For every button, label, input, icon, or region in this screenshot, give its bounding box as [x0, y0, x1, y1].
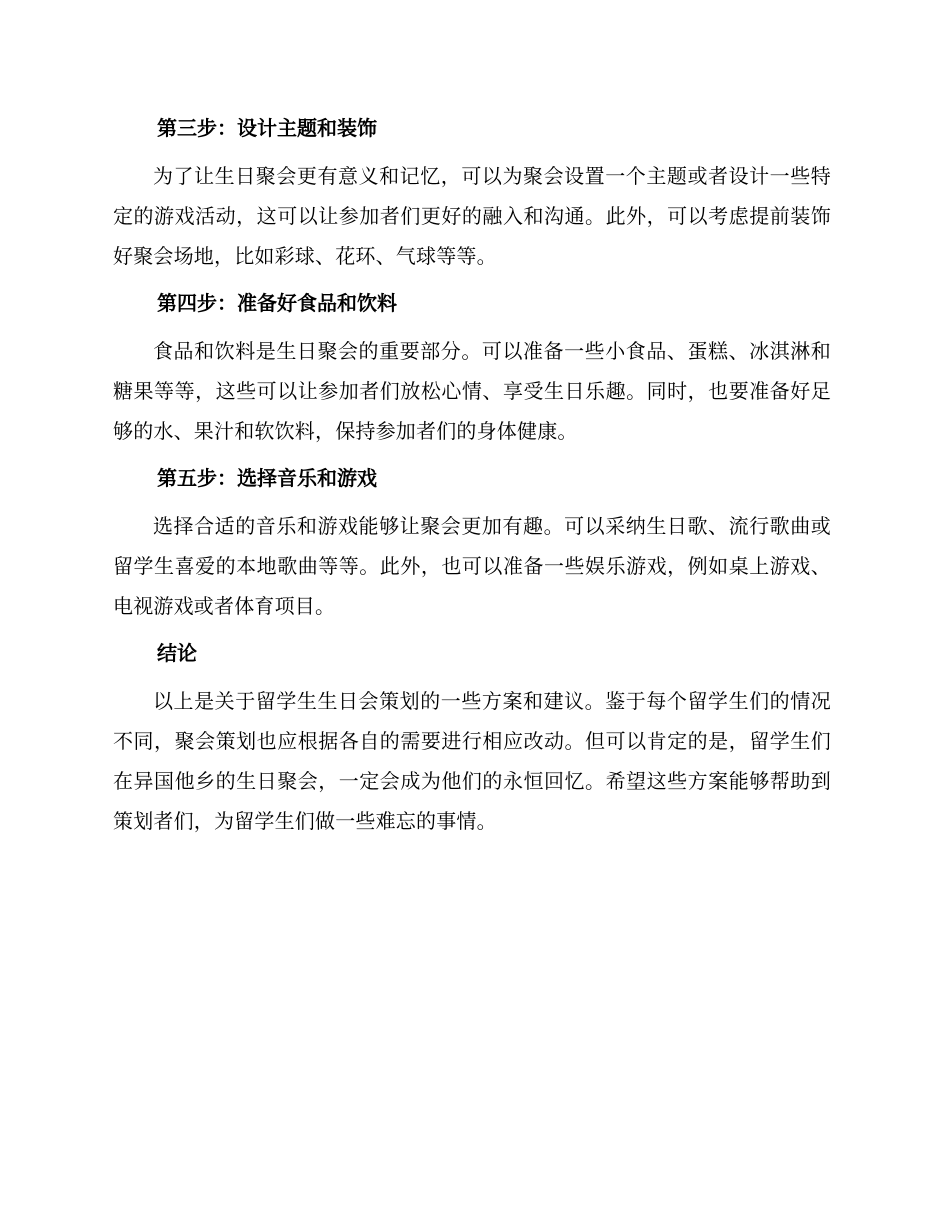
section-heading: 结论 — [157, 641, 197, 665]
section-paragraph: 为了让生日聚会更有意义和记忆，可以为聚会设置一个主题或者设计一些特定的游戏活动，这可以让参加者们更好的融入和沟通。此外，可以考虑提前装饰好聚会场地，比如彩球、花环、气球等等。 — [113, 164, 831, 268]
section-heading: 第四步：准备好食品和饮料 — [157, 291, 397, 315]
section-paragraph: 以上是关于留学生生日会策划的一些方案和建议。鉴于每个留学生们的情况不同，聚会策划也应根据各自的需要进行相应改动。但可以肯定的是，留学生们在异国他乡的生日聚会，一定会成为他们的永恒回忆。希望这些方案能够帮助到策划者们，为留学生们做一些难忘的事情。 — [113, 689, 831, 833]
section-step-five — [113, 458, 831, 626]
section-step-three — [113, 108, 831, 276]
section-step-four — [113, 283, 831, 451]
section-heading: 第五步：选择音乐和游戏 — [157, 466, 377, 490]
document-page — [113, 108, 831, 848]
section-heading: 第三步：设计主题和装饰 — [157, 116, 377, 140]
section-conclusion — [113, 633, 831, 841]
section-paragraph: 选择合适的音乐和游戏能够让聚会更加有趣。可以采纳生日歌、流行歌曲或留学生喜爱的本地歌曲等等。此外，也可以准备一些娱乐游戏，例如桌上游戏、电视游戏或者体育项目。 — [113, 514, 831, 618]
section-paragraph: 食品和饮料是生日聚会的重要部分。可以准备一些小食品、蛋糕、冰淇淋和糖果等等，这些可以让参加者们放松心情、享受生日乐趣。同时，也要准备好足够的水、果汁和软饮料，保持参加者们的身体健康。 — [113, 339, 831, 443]
